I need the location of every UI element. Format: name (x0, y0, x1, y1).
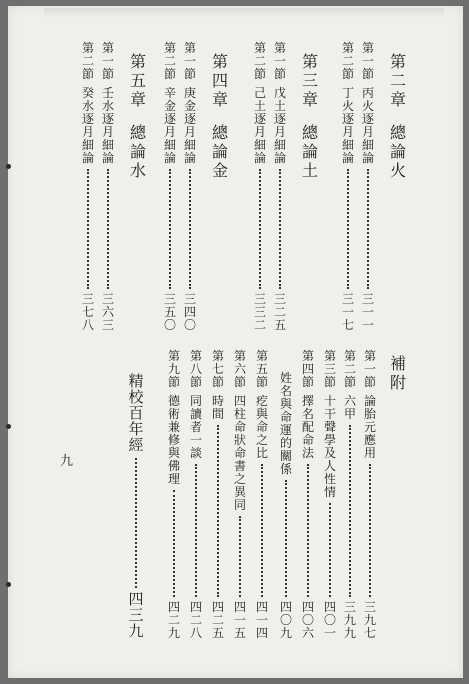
entry-prefix: 第 八 節 (189, 349, 202, 389)
entry-title: 十 干 聲 學 及 人 性 情 (323, 394, 336, 499)
entry-title: 戊 土 逐 月 細 論 (273, 86, 286, 165)
appendix-entry (186, 350, 206, 640)
entry-title: 疙 與 命 之 比 (255, 394, 268, 460)
heading-text: 第 四 章 總 論 金 (211, 52, 228, 181)
entry-page-number: 四 〇 一 (323, 600, 336, 640)
entry-prefix: 第 五 節 (255, 349, 268, 389)
binding-hole (6, 424, 11, 429)
entry-title: 癸 水 逐 月 細 論 (81, 86, 94, 165)
chapter-heading (126, 54, 150, 182)
entry-page-number: 四 一 四 (255, 600, 268, 640)
entry-title: 論 胎 元 應 用 (363, 394, 376, 460)
toc-entry (358, 42, 378, 332)
dot-leader (169, 169, 171, 289)
entry-page-number: 四 二 五 (211, 600, 224, 640)
dot-leader (279, 169, 281, 289)
appendix-entry (252, 350, 272, 640)
toc-entry (160, 42, 180, 332)
heading-text: 第 三 章 總 論 土 (301, 52, 318, 181)
entry-prefix: 第 九 節 (167, 349, 180, 389)
appendix-entry (340, 350, 360, 640)
entry-title: 時 間 (211, 394, 224, 421)
appendix-entry (164, 350, 184, 640)
binding-hole (6, 582, 11, 587)
entry-page-number: 三 二 五 (273, 292, 286, 332)
toc-entry (78, 42, 98, 332)
entry-title: 姓 名 與 命 運 的 關 係 (279, 371, 292, 476)
entry-page-number: 三 九 七 (363, 600, 376, 640)
dot-leader (307, 464, 309, 597)
entry-page-number: 四 〇 九 (279, 600, 292, 640)
entry-page-number: 三 四 〇 (183, 292, 196, 332)
dot-leader (347, 169, 349, 289)
appendix-entry (298, 350, 318, 640)
appendix-entry (208, 350, 228, 640)
book-page (8, 6, 463, 678)
toc-entry (250, 42, 270, 332)
entry-page-number: 三 九 九 (343, 600, 356, 640)
appendix-subentry (126, 374, 146, 640)
dot-leader (239, 516, 241, 597)
appendix-entry (230, 350, 250, 640)
chapter-heading (386, 54, 410, 182)
toc-entry (270, 42, 290, 332)
entry-page-number: 四 二 八 (189, 600, 202, 640)
binding-hole (6, 164, 11, 169)
appendix-entry (320, 350, 340, 640)
dot-leader (87, 169, 89, 289)
dot-leader (217, 425, 219, 597)
entry-page-number: 三 一 一 (361, 292, 374, 332)
dot-leader (189, 169, 191, 289)
entry-title: 己 土 逐 月 細 論 (253, 86, 266, 165)
entry-title: 丁 火 逐 月 細 論 (341, 86, 354, 165)
appendix-entry (360, 350, 380, 640)
dot-leader (259, 169, 261, 289)
entry-title: 壬 水 逐 月 細 論 (101, 86, 114, 165)
chapter-heading (208, 54, 232, 182)
page-top-edge (44, 8, 444, 18)
entry-title: 四 柱 命 狀 命 書 之 異 同 (233, 394, 246, 512)
entry-prefix: 第 一 節 (183, 41, 196, 81)
entry-title: 擇 名 配 命 法 (301, 394, 314, 460)
entry-title: 辛 金 逐 月 細 論 (163, 86, 176, 165)
entry-prefix: 第 二 節 (81, 41, 94, 81)
entry-prefix: 第 七 節 (211, 349, 224, 389)
entry-title: 庚 金 逐 月 細 論 (183, 86, 196, 165)
entry-prefix: 第 一 節 (361, 41, 374, 81)
entry-prefix: 第 二 節 (163, 41, 176, 81)
entry-page-number: 四 三 九 (128, 590, 144, 640)
entry-page-number: 三 一 七 (341, 292, 354, 332)
entry-page-number: 三 三 二 (253, 292, 266, 332)
entry-prefix: 第 六 節 (233, 349, 246, 389)
entry-prefix: 第 二 節 (343, 349, 356, 389)
dot-leader (135, 458, 137, 588)
dot-leader (173, 490, 175, 597)
dot-leader (261, 464, 263, 597)
entry-prefix: 第 二 節 (253, 41, 266, 81)
page-number: 九 (60, 454, 74, 469)
entry-page-number: 三 五 〇 (163, 292, 176, 332)
heading-text: 補 附 (389, 354, 406, 392)
entry-page-number: 四 〇 六 (301, 600, 314, 640)
entry-title: 德 術 兼 修 與 佛 理 (167, 394, 180, 486)
entry-title: 六 甲 (343, 394, 356, 421)
heading-text: 第 五 章 總 論 水 (129, 52, 146, 181)
dot-leader (195, 464, 197, 597)
entry-page-number: 四 一 五 (233, 600, 246, 640)
entry-page-number: 三 七 八 (81, 292, 94, 332)
toc-entry (180, 42, 200, 332)
dot-leader (107, 169, 109, 289)
entry-prefix: 第 一 節 (101, 41, 114, 81)
entry-prefix: 第 一 節 (363, 349, 376, 389)
chapter-heading (298, 54, 322, 182)
toc-entry (98, 42, 118, 332)
entry-page-number: 三 六 三 (101, 292, 114, 332)
entry-prefix: 第 三 節 (323, 349, 336, 389)
entry-title: 丙 火 逐 月 細 論 (361, 86, 374, 165)
entry-prefix: 第 四 節 (301, 349, 314, 389)
entry-prefix: 第 二 節 (341, 41, 354, 81)
dot-leader (329, 503, 331, 597)
toc-entry (338, 42, 358, 332)
dot-leader (367, 169, 369, 289)
appendix-subentry (276, 372, 296, 640)
dot-leader (349, 425, 351, 597)
dot-leader (369, 464, 371, 597)
entry-page-number: 四 二 九 (167, 600, 180, 640)
heading-text: 第 二 章 總 論 火 (389, 52, 406, 181)
entry-title: 精 校 百 年 經 (128, 372, 144, 454)
dot-leader (285, 480, 287, 597)
entry-title: 同 讀 者 一 談 (189, 394, 202, 460)
entry-prefix: 第 一 節 (273, 41, 286, 81)
appendix-heading (386, 356, 410, 394)
